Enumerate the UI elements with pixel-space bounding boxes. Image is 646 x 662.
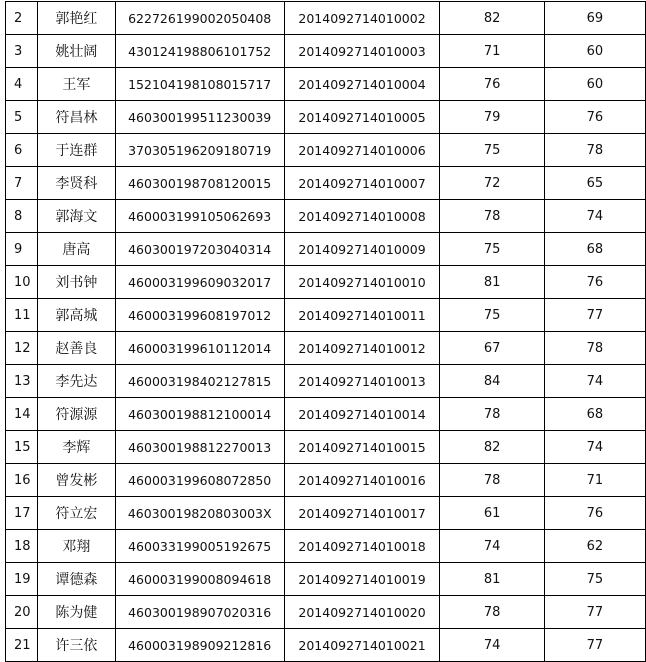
exam-number-cell: 2014092714010011 — [284, 299, 440, 332]
score-2-cell: 75 — [544, 563, 645, 596]
name-cell: 谭德森 — [38, 563, 116, 596]
no-cell: 9 — [6, 233, 38, 266]
score-2-cell: 68 — [544, 398, 645, 431]
name-cell: 李贤科 — [38, 167, 116, 200]
table-row — [6, 563, 646, 596]
name-cell: 姚壮阔 — [38, 35, 116, 68]
table-row — [6, 299, 646, 332]
exam-number-cell: 2014092714010017 — [284, 497, 440, 530]
exam-number-cell: 2014092714010008 — [284, 200, 440, 233]
id-number-cell: 460003199608197012 — [115, 299, 284, 332]
no-cell: 6 — [6, 134, 38, 167]
score-1-cell: 72 — [440, 167, 544, 200]
id-number-cell: 460300198812270013 — [115, 431, 284, 464]
name-cell: 郭海文 — [38, 200, 116, 233]
exam-number-cell: 2014092714010014 — [284, 398, 440, 431]
id-number-cell: 430124198806101752 — [115, 35, 284, 68]
score-2-cell: 74 — [544, 365, 645, 398]
id-number-cell: 460033199005192675 — [115, 530, 284, 563]
score-1-cell: 74 — [440, 530, 544, 563]
exam-number-cell: 2014092714010002 — [284, 2, 440, 35]
table-row — [6, 464, 646, 497]
table-row — [6, 431, 646, 464]
score-2-cell: 62 — [544, 530, 645, 563]
id-number-cell: 622726199002050408 — [115, 2, 284, 35]
name-cell: 陈为健 — [38, 596, 116, 629]
id-number-cell: 460003199008094618 — [115, 563, 284, 596]
id-number-cell: 460003199609032017 — [115, 266, 284, 299]
name-cell: 李辉 — [38, 431, 116, 464]
table-row — [6, 68, 646, 101]
score-1-cell: 71 — [440, 35, 544, 68]
exam-number-cell: 2014092714010010 — [284, 266, 440, 299]
score-1-cell: 82 — [440, 431, 544, 464]
table-row — [6, 2, 646, 35]
id-number-cell: 460003199610112014 — [115, 332, 284, 365]
table-row — [6, 596, 646, 629]
score-1-cell: 75 — [440, 134, 544, 167]
score-2-cell: 77 — [544, 596, 645, 629]
score-1-cell: 82 — [440, 2, 544, 35]
score-1-cell: 84 — [440, 365, 544, 398]
exam-number-cell: 2014092714010015 — [284, 431, 440, 464]
exam-number-cell: 2014092714010016 — [284, 464, 440, 497]
score-2-cell: 69 — [544, 2, 645, 35]
no-cell: 10 — [6, 266, 38, 299]
exam-number-cell: 2014092714010006 — [284, 134, 440, 167]
score-2-cell: 76 — [544, 101, 645, 134]
no-cell: 15 — [6, 431, 38, 464]
id-number-cell: 460300198708120015 — [115, 167, 284, 200]
name-cell: 于连群 — [38, 134, 116, 167]
table-row — [6, 629, 646, 662]
table-row — [6, 200, 646, 233]
exam-number-cell: 2014092714010013 — [284, 365, 440, 398]
exam-number-cell: 2014092714010003 — [284, 35, 440, 68]
score-2-cell: 78 — [544, 134, 645, 167]
exam-number-cell: 2014092714010019 — [284, 563, 440, 596]
no-cell: 14 — [6, 398, 38, 431]
no-cell: 17 — [6, 497, 38, 530]
score-1-cell: 67 — [440, 332, 544, 365]
name-cell: 唐高 — [38, 233, 116, 266]
score-1-cell: 75 — [440, 233, 544, 266]
id-number-cell: 460300199511230039 — [115, 101, 284, 134]
table-row — [6, 530, 646, 563]
score-2-cell: 65 — [544, 167, 645, 200]
score-1-cell: 76 — [440, 68, 544, 101]
name-cell: 刘书钟 — [38, 266, 116, 299]
name-cell: 符昌林 — [38, 101, 116, 134]
score-2-cell: 77 — [544, 629, 645, 662]
score-1-cell: 75 — [440, 299, 544, 332]
score-2-cell: 60 — [544, 35, 645, 68]
score-2-cell: 60 — [544, 68, 645, 101]
score-2-cell: 71 — [544, 464, 645, 497]
no-cell: 3 — [6, 35, 38, 68]
exam-number-cell: 2014092714010007 — [284, 167, 440, 200]
name-cell: 许三依 — [38, 629, 116, 662]
score-1-cell: 81 — [440, 266, 544, 299]
name-cell: 赵善良 — [38, 332, 116, 365]
score-2-cell: 77 — [544, 299, 645, 332]
score-2-cell: 68 — [544, 233, 645, 266]
table-row — [6, 497, 646, 530]
exam-number-cell: 2014092714010020 — [284, 596, 440, 629]
score-2-cell: 74 — [544, 431, 645, 464]
name-cell: 邓翔 — [38, 530, 116, 563]
no-cell: 12 — [6, 332, 38, 365]
score-1-cell: 61 — [440, 497, 544, 530]
score-1-cell: 74 — [440, 629, 544, 662]
no-cell: 20 — [6, 596, 38, 629]
id-number-cell: 460003199105062693 — [115, 200, 284, 233]
id-number-cell: 152104198108015717 — [115, 68, 284, 101]
no-cell: 4 — [6, 68, 38, 101]
no-cell: 16 — [6, 464, 38, 497]
id-number-cell: 460300198812100014 — [115, 398, 284, 431]
score-1-cell: 79 — [440, 101, 544, 134]
exam-number-cell: 2014092714010009 — [284, 233, 440, 266]
no-cell: 19 — [6, 563, 38, 596]
score-1-cell: 78 — [440, 464, 544, 497]
id-number-cell: 460300198907020316 — [115, 596, 284, 629]
table-row — [6, 35, 646, 68]
table-row — [6, 101, 646, 134]
no-cell: 2 — [6, 2, 38, 35]
score-2-cell: 76 — [544, 497, 645, 530]
name-cell: 符立宏 — [38, 497, 116, 530]
no-cell: 18 — [6, 530, 38, 563]
id-number-cell: 460300197203040314 — [115, 233, 284, 266]
table-row — [6, 233, 646, 266]
table-body — [6, 2, 646, 662]
table-row — [6, 365, 646, 398]
no-cell: 5 — [6, 101, 38, 134]
exam-number-cell: 2014092714010018 — [284, 530, 440, 563]
id-number-cell: 460003199608072850 — [115, 464, 284, 497]
exam-number-cell: 2014092714010012 — [284, 332, 440, 365]
id-number-cell: 370305196209180719 — [115, 134, 284, 167]
no-cell: 8 — [6, 200, 38, 233]
id-number-cell: 46030019820803003X — [115, 497, 284, 530]
table-row — [6, 134, 646, 167]
table-row — [6, 167, 646, 200]
table-row — [6, 266, 646, 299]
score-1-cell: 78 — [440, 200, 544, 233]
no-cell: 21 — [6, 629, 38, 662]
no-cell: 7 — [6, 167, 38, 200]
no-cell: 13 — [6, 365, 38, 398]
name-cell: 曾发彬 — [38, 464, 116, 497]
table-row — [6, 332, 646, 365]
name-cell: 符源源 — [38, 398, 116, 431]
id-number-cell: 460003198402127815 — [115, 365, 284, 398]
name-cell: 王军 — [38, 68, 116, 101]
exam-number-cell: 2014092714010021 — [284, 629, 440, 662]
name-cell: 郭高城 — [38, 299, 116, 332]
no-cell: 11 — [6, 299, 38, 332]
id-number-cell: 460003198909212816 — [115, 629, 284, 662]
score-2-cell: 76 — [544, 266, 645, 299]
score-1-cell: 78 — [440, 596, 544, 629]
name-cell: 郭艳红 — [38, 2, 116, 35]
score-1-cell: 81 — [440, 563, 544, 596]
exam-number-cell: 2014092714010004 — [284, 68, 440, 101]
score-2-cell: 74 — [544, 200, 645, 233]
table-row — [6, 398, 646, 431]
exam-number-cell: 2014092714010005 — [284, 101, 440, 134]
name-cell: 李先达 — [38, 365, 116, 398]
score-2-cell: 78 — [544, 332, 645, 365]
score-1-cell: 78 — [440, 398, 544, 431]
results-table — [5, 1, 646, 662]
